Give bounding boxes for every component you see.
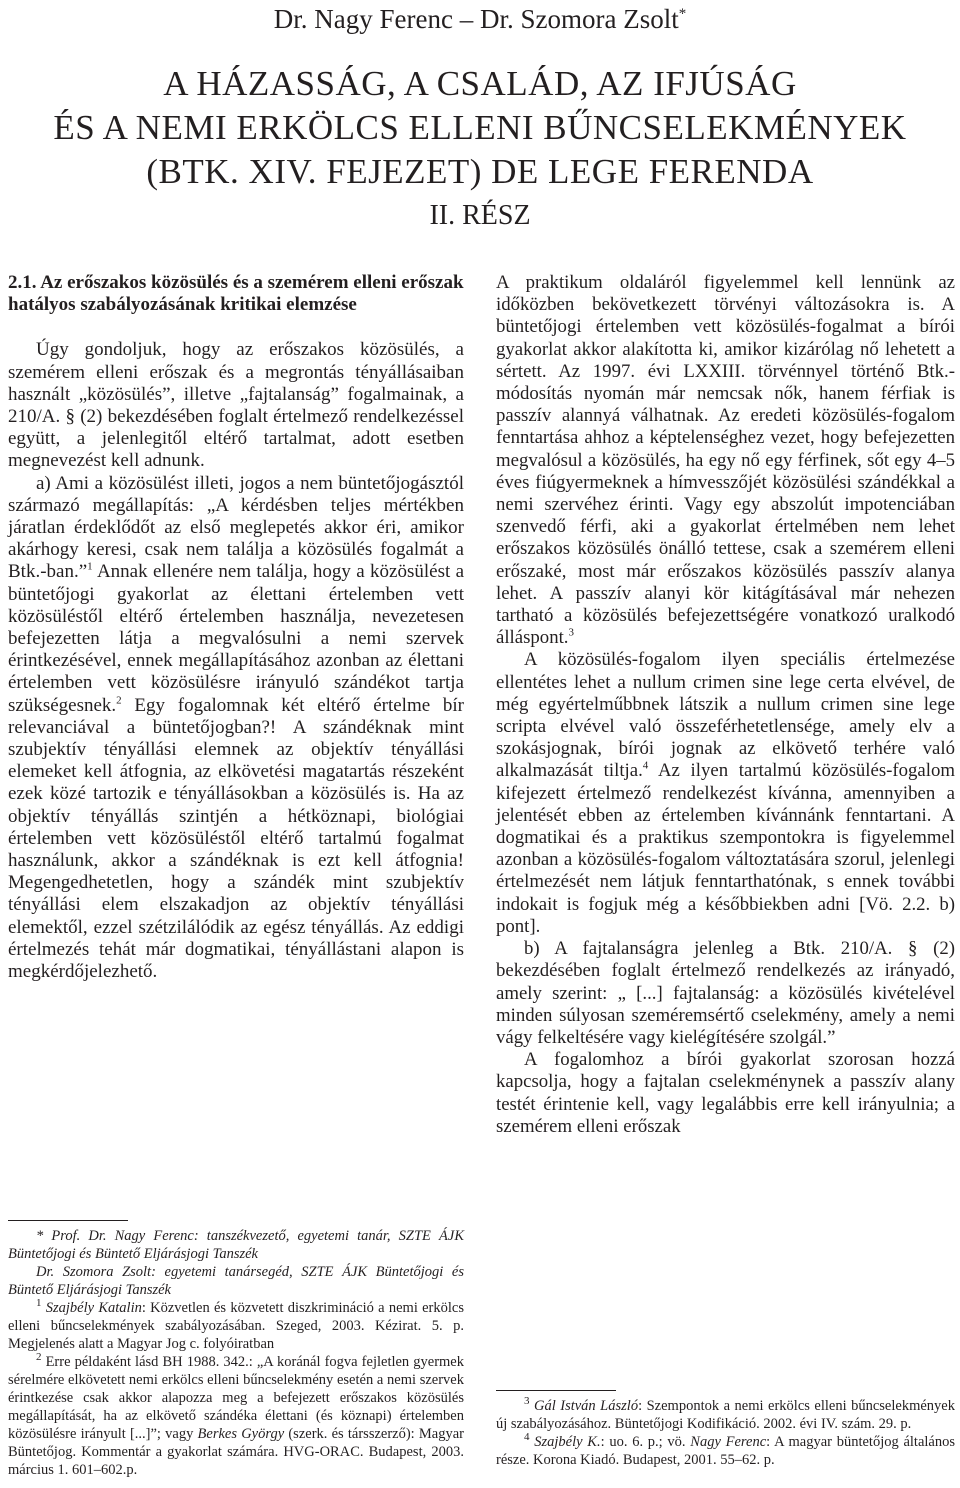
author-note-2: Dr. Szomora Zsolt: egyetemi tanársegéd, SZTE ÁJK Büntetőjogi és Büntető Eljárásjogi Tanszék (8, 1264, 464, 1298)
footnote-4-text-a: : uo. 6. p.; vö. (600, 1434, 691, 1450)
paragraph-a-cont-2: Egy fogalomnak két eltérő értelme bír relevanciával a büntetőjogban?! A szándéknak mint szubjektív tényállási elemnek az objektív tényállási elemeket kell átfognia, az elkövetési magatartás részeként ezek közé tartozik e tényállásokban a közösülés is. Ha az objektív tényállás szintjén a hétköznapi, biológiai értelemben vett közösüléstől eltérő tartalmú fogalmat használunk, akkor a szándéknak is ezt kell átfognia! Megengedhetetlen, hogy a szándék mint szubjektív tényállási elem elszakadjon az objektív tényállási elemektől, ezzel szétzilálódik az egész tényállás. Az eddigi értelmezés tehát már dogmatikai, tényállástani alapon is megkérdőjelezhető. (8, 694, 465, 983)
footnote-3-number: 3 (524, 1395, 530, 1408)
part-label: II. RÉSZ (429, 200, 531, 231)
footnote-4-number: 4 (524, 1431, 530, 1444)
authors-text: Dr. Nagy Ferenc – Dr. Szomora Zsolt (273, 4, 679, 34)
article-title (0, 62, 960, 194)
footnote-4-author-b: Nagy Ferenc (690, 1434, 767, 1450)
title-line-2: ÉS A NEMI ERKÖLCS ELLENI BŰNCSELEKMÉNYEK (53, 108, 907, 147)
footnotes-left (8, 1228, 464, 1479)
footnote-2-text-b: (szerk. és társszerző): Magyar Büntetőjog. Kommentár a gyakorlat számára. HVG-ORAC. Budapest, 2003. március 1. 601–602.p. (8, 1426, 465, 1478)
section-heading: 2.1. Az erőszakos közösülés és a szemérem elleni erőszak hatályos szabályozásának kritikai elemzése (8, 272, 464, 316)
footnote-2-number: 2 (36, 1351, 42, 1364)
footnote-1-text: : Közvetlen és közvetett diszkrimináció a nemi erkölcs elleni bűncselekmények szabályozásában. Szeged, 2003. Kézirat. 5. p. Megjelenés alatt a Magyar Jog c. folyóiratban (8, 1300, 464, 1352)
paragraph-b: b) A fajtalanságra jelenleg a Btk. 210/A. § (2) bekezdésében foglalt értelmező rendelkezés az irányadó, amely szerint: „ [...] fajtalanság: a közösülés kivételével minden súlyosan szeméremsértő cselekmény, amely a nemi vágy felkeltésére vagy kielégítésére szolgál.” (496, 938, 955, 1048)
author-footnote-mark: * (678, 6, 687, 22)
footnotes-right (496, 1390, 955, 1469)
footnote-rule-right (496, 1390, 616, 1391)
footnote-1-number: 1 (36, 1297, 42, 1310)
paragraph-praktikum-text: A praktikum oldaláról figyelemmel kell lennünk az időközben bekövetkezett törvényi változásokra is. A büntetőjogi értelemben vett közösülés-fogalmat a bírói gyakorlat akkor alakította ki, amikor kizárólag nő lehetett a sértett. Az 1997. évi LXXIII. törvénnyel történő Btk.-módosítás nyomán már nemcsak nők, hanem férfiak is passzív alannyá válhatnak. Az eredeti közösülés-fogalom fenntartása ahhoz a képtelenséghez vezet, hogy befejezetten megvalósul a közösülés, ha egy nő egy férfinek, sőt egy 4–5 éves fiúgyermeknek a hímvesszőjét közösülési szándékkal a nemi szervéhez érinti. Vagy egy abszolút impotenciában szenvedő férfi, aki a gyakorlat értelmében nem lehet erőszakos közösülés önálló tettese, csak a szemérem elleni erőszaké, most már erőszakos közösülés passzív alanya lehet. A passzív alanyi kör kitágításával már nehezen tartható a közösülés befejezettségére vonatkozó uralkodó álláspont. (496, 272, 955, 649)
paragraph-a (8, 473, 464, 984)
author-note-1: * Prof. Dr. Nagy Ferenc: tanszékvezető, egyetemi tanár, SZTE ÁJK Büntetőjogi és Büntető Eljárásjogi Tanszék (8, 1228, 464, 1262)
paragraph-a-cont: Annak ellenére nem találja, hogy a közösülést a büntetőjogi gyakorlat az élettani értelemben vett közösüléstől eltérő értelemben használja, nevezetesen befejezetten látja a megvalósulni a nemi szervek érintkezésével, ennek megállapításához azonban az élettani értelemben vett közösülésre irányuló szándékot tartja szükségesnek. (8, 561, 465, 716)
footnote-ref-1[interactable]: 1 (87, 561, 93, 574)
footnote-ref-3[interactable]: 3 (568, 626, 575, 639)
footnote-3 (496, 1397, 955, 1433)
footnote-3-text: : Szempontok a nemi erkölcs elleni bűncselekmények új szabályozásához. Büntetőjogi Kodifikáció. 2002. évi IV. szám. 29. p. (496, 1398, 955, 1432)
footnote-2 (8, 1353, 464, 1479)
footnote-3-author: Gál István László (534, 1398, 639, 1414)
footnote-2-text-a: Erre példaként lásd BH 1988. 342.: „A koránál fogva fejletlen gyermek sérelmére elkövetett nemi erkölcs elleni bűncselekmény esetén a nemi szervek érintkezése csak akkor alapozza meg a befejezett erőszakos közösülés megállapítását, ha az elkövető szándéka élettani (és köznapi) értelemben közösülésre irányult [...]”; vagy (8, 1354, 464, 1442)
paragraph-fogalom: A fogalomhoz a bírói gyakorlat szorosan hozzá kapcsolja, hogy a fajtalan cselekménynek a passzív alany testét érintenie kell, vagy legalábbis erre kell irányulnia; a szemérem elleni erőszak (496, 1049, 955, 1137)
footnote-2-author: Berkes György (197, 1426, 285, 1442)
title-line-3: (BTK. XIV. FEJEZET) DE LEGE FERENDA (146, 152, 814, 191)
footnote-4-author-a: Szajbély K. (534, 1434, 601, 1450)
author-line (0, 4, 960, 34)
left-column (8, 272, 464, 983)
footnote-rule (8, 1220, 128, 1221)
title-line-1: A HÁZASSÁG, A CSALÁD, AZ IFJÚSÁG (163, 64, 797, 103)
footnote-ref-4[interactable]: 4 (642, 760, 649, 773)
paragraph-specialis-text: A közösülés-fogalom ilyen speciális értelmezése ellentétes lehet a nullum crimen sine lege certa elvével, de még egyértelműbbnek látszik a nullum crimen sine lege scripta elvével való összeférhetetlensége, amely elv a szokásjognak, bírói jognak az elkövető terhére való alkalmazását tiltja. (496, 649, 955, 782)
right-column (496, 272, 955, 1138)
footnote-4-text-b: : A magyar büntetőjog általános része. Korona Kiadó. Budapest, 2001. 55–62. p. (496, 1434, 956, 1468)
paragraph-praktikum (496, 272, 955, 649)
paragraph-a-text: a) Ami a közösülést illeti, jogos a nem büntetőjogásztól származó megállapítás: „A kérdésben teljes mértékben járatlan érdeklődőt az első meglepetés akkor éri, amikor akárhogy keresi, csak nem találja a közösülés fogalmát a Btk.-ban.” (8, 472, 464, 583)
paragraph-intro: Úgy gondoljuk, hogy az erőszakos közösülés, a szemérem elleni erőszak és a megrontás tényállásaiban használt „közösülés”, illetve „fajtalanság” fogalmainak, a 210/A. § (2) bekezdésében foglalt értelmező rendelkezéssel együtt, a jelenlegitől eltérő tartalmat, adott esetben megnevezést kell adnunk. (8, 339, 464, 472)
footnote-1-author: Szajbély Katalin (45, 1300, 142, 1316)
paragraph-specialis-cont: Az ilyen tartalmú közösülés-fogalom kifejezett értelmező rendelkezést kívánna, amennyiben a jelentését ebben az értelemben kívánnánk fenntartani. A dogmatikai és a praktikus szempontokra is figyelemmel azonban a közösülés-fogalom változtatására szorul, jelenlegi értelmezését nem látjuk fenntarthatónak, s ennek további indokait is fogjuk még a későbbiekben adni [Vö. 2.2. b) pont]. (496, 760, 955, 937)
paragraph-specialis (496, 649, 955, 938)
footnote-ref-2[interactable]: 2 (116, 694, 122, 707)
footnote-4 (496, 1433, 955, 1469)
footnote-1 (8, 1299, 464, 1353)
